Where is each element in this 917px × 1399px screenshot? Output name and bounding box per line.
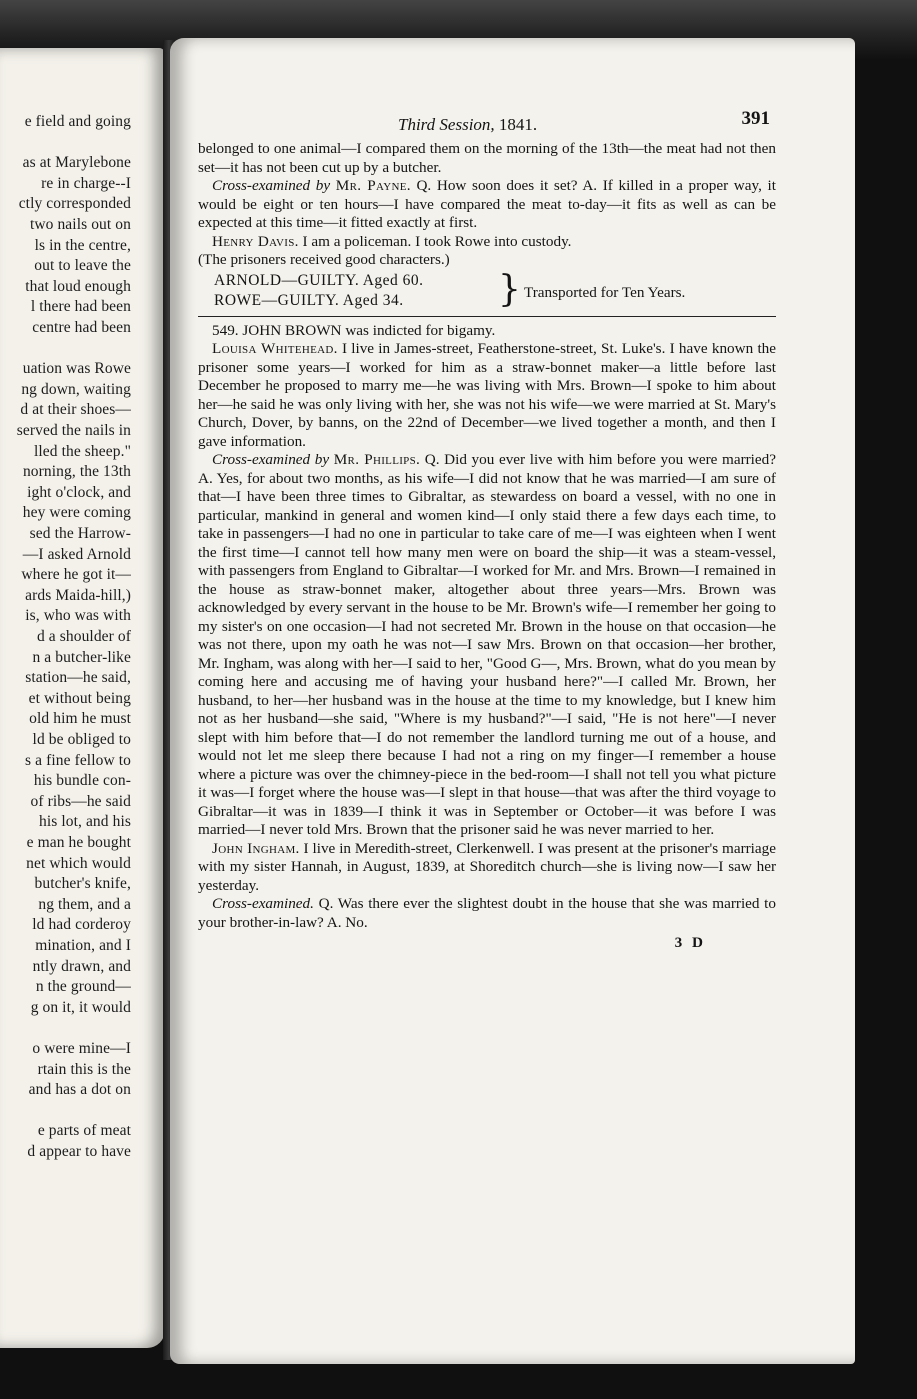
left-page-line: his bundle con- [33, 772, 131, 790]
verdict-rowe: ROWE—GUILTY. Aged 34. [214, 291, 404, 309]
left-page-line: n a butcher-like [32, 648, 131, 666]
testimony-paragraph [198, 177, 776, 233]
testimony-continued [198, 140, 776, 270]
left-page-line: out to leave the [34, 257, 131, 275]
examination-label: Cross-examined by [212, 177, 331, 194]
right-page-text [198, 108, 776, 953]
left-page-line: that loud enough [25, 277, 131, 295]
left-page-line: s a fine fellow to [25, 751, 131, 769]
case-divider [198, 316, 776, 317]
left-page [0, 48, 165, 1348]
left-page-line: old him he must [29, 710, 131, 728]
left-page-line: of ribs—he said [30, 792, 131, 810]
verdict-block [198, 268, 776, 312]
speaker-name: Louisa Whitehead. [212, 340, 338, 357]
left-page-line: d a shoulder of [36, 628, 131, 645]
left-page-line: hey were coming [22, 504, 131, 522]
left-page-line: e field and going [24, 113, 131, 130]
left-page-line: ng down, waiting [21, 380, 131, 398]
testimony-text: Q. Was there ever the slightest doubt in the house that she was married to your brother-in-law? A. No. [198, 895, 776, 931]
left-page-line: ight o'clock, and [27, 483, 131, 501]
left-page-line: ng them, and a [38, 895, 131, 913]
testimony-paragraph [198, 895, 776, 932]
speaker-name: John Ingham. [212, 839, 300, 857]
testimony-paragraph [198, 840, 776, 896]
left-page-line: ards Maida-hill,) [25, 586, 131, 604]
testimony-text: Q. How soon does it set? A. If killed in a proper way, it would be eight or ten hours—I have compared the meat to-day—it fits as well as can be expected at this time—it fitted exactly at first. [198, 177, 776, 231]
testimony-text: (The prisoners received good characters.) [198, 251, 450, 268]
verdict-brace: } [498, 268, 521, 310]
left-page-line: n the ground— [35, 978, 131, 996]
verdict-arnold: ARNOLD—GUILTY. Aged 60. [214, 271, 424, 289]
left-page-line: ntly drawn, and [32, 957, 131, 975]
left-page-line: two nails out on [29, 216, 131, 233]
left-page-line: norning, the 13th [22, 463, 131, 481]
left-page-line: d appear to have [27, 1143, 131, 1160]
left-page-line: ld had corderoy [32, 916, 131, 934]
page-number: 391 [741, 108, 770, 129]
session-title: Third Session, 1841. [398, 115, 538, 134]
testimony-text: I am a policeman. I took Rowe into custody. [298, 232, 572, 250]
testimony-text: belonged to one animal—I compared them on the morning of the 13th—the meat had not then set—it has not been cut up by a butcher. [198, 140, 776, 176]
running-header [198, 108, 776, 140]
examination-label: Cross-examined. [212, 895, 314, 912]
left-page-line: is, who was with [25, 607, 131, 625]
testimony-paragraph [198, 140, 776, 177]
left-page-line: g on it, it would [30, 998, 131, 1016]
left-page-line: —I asked Arnold [22, 545, 131, 563]
left-page-line: d at their shoes— [20, 401, 131, 419]
left-page-line: where he got it— [21, 566, 131, 584]
left-page-line: o were mine—I [32, 1040, 131, 1057]
left-page-line: butcher's knife, [34, 875, 131, 893]
left-page-line: lled the sheep." [33, 442, 131, 460]
printer-signature: 3 D [674, 934, 706, 951]
examination-label: Cross-examined by [212, 451, 330, 468]
left-page-line: net which would [26, 854, 131, 872]
speaker-name: Mr. Phillips. [333, 451, 421, 468]
testimony-paragraph [198, 340, 776, 451]
left-page-line: his lot, and his [38, 813, 131, 831]
testimony-text: I live in James-street, Featherstone-street, St. Luke's. I have known the prisoner some years—I worked for him as a straw-bonnet maker—a little before last December he proposed to marry me—he was living with Mrs. Brown—I spoke to him about her—he said he was only living with her, she was not his wife—we were married at St. Mary's Church, Dover, by banns, on the 22nd of December—we lived together a month, and then I gave information. [198, 340, 776, 450]
case-testimony [198, 340, 776, 932]
left-page-line: ctly corresponded [18, 195, 131, 213]
left-page-line: mination, and I [35, 937, 131, 954]
left-page-line: ld be obliged to [32, 731, 131, 748]
left-page-line: station—he said, [25, 669, 131, 687]
left-page-line: and has a dot on [28, 1081, 131, 1099]
left-page-line: served the nails in [16, 422, 131, 439]
testimony-paragraph [198, 233, 776, 252]
left-page-line: e parts of meat [37, 1122, 131, 1140]
speaker-name: Henry Davis. [212, 232, 299, 250]
left-page-line: re in charge--I [41, 174, 131, 192]
left-page-line: centre had been [32, 319, 131, 336]
testimony-paragraph [198, 451, 776, 840]
case-heading: 549. JOHN BROWN was indicted for bigamy. [212, 321, 496, 339]
testimony-text: I live in Meredith-street, Clerkenwell. I was present at the prisoner's marriage with my sister Hannah, in August, 1839, at Shoreditch church—she is living now—I saw her yesterday. [198, 839, 776, 894]
left-page-line: e man he bought [26, 834, 131, 851]
left-page-line: et without being [28, 689, 131, 707]
testimony-text: Q. Did you ever live with him before you were married? A. Yes, for about two months, as his wife—I did not know that he was married—I am sure of that—I have been three times to Gibraltar, as stewardess on board a vessel, with no one in particular, mankind in general and women kind—I only staid there a few days each time, to take in passengers—I had no one in particular to take care of me—I was eighteen when I went the first time—I cannot tell how many men were on board the ship—it was a steam-vessel, with passengers from England to Gibraltar—I worked for Mr. and Mrs. Brown—I remained in the house as straw-bonnet maker, altogether about three years—Mrs. Brown was acknowledged by every servant in the house to be Mr. Brown's wife—I remember her going to my sister's on one occasion—I had not secreted Mr. Brown in the house on that occasion—he was not there, upon my oath he was not—I saw Mrs. Brown on that occasion—her brother, Mr. Ingham, was along with her—I said to her, "Good G—, Mrs. Brown, what do you mean by coming here and accusing me of having your husband here?"—I called Mr. Brown, her husband, to her—her husband was in the house at the time to my knowledge, but I knew him not as her husband—she said, "Where is my husband?"—I said, "He is not here"—I never slept with him before that—I do not remember the landlord turning me out of a house, and would not let me sleep there because I had not a ring on my finger—I remember a house where a picture was over the chimney-piece in the bed-room—I shall not tell you what picture it was—I forget where the house was—I slept in that house—that was after the third voyage to Gibraltar—it was in 1839—I think it was in September or October—it was before I was married—I never told Mrs. Brown that the prisoner said he was never married to her. [198, 451, 776, 838]
left-page-line: ls in the centre, [34, 236, 131, 254]
left-page-line: uation was Rowe [22, 360, 131, 378]
left-page-line: sed the Harrow- [29, 525, 131, 542]
left-page-line: as at Marylebone [22, 154, 131, 172]
left-page-line: l there had been [30, 298, 131, 316]
testimony-paragraph [198, 251, 776, 270]
speaker-name: Mr. Payne. [335, 177, 411, 194]
verdict-sentence: Transported for Ten Years. [524, 283, 686, 301]
left-page-line: rtain this is the [37, 1060, 131, 1078]
